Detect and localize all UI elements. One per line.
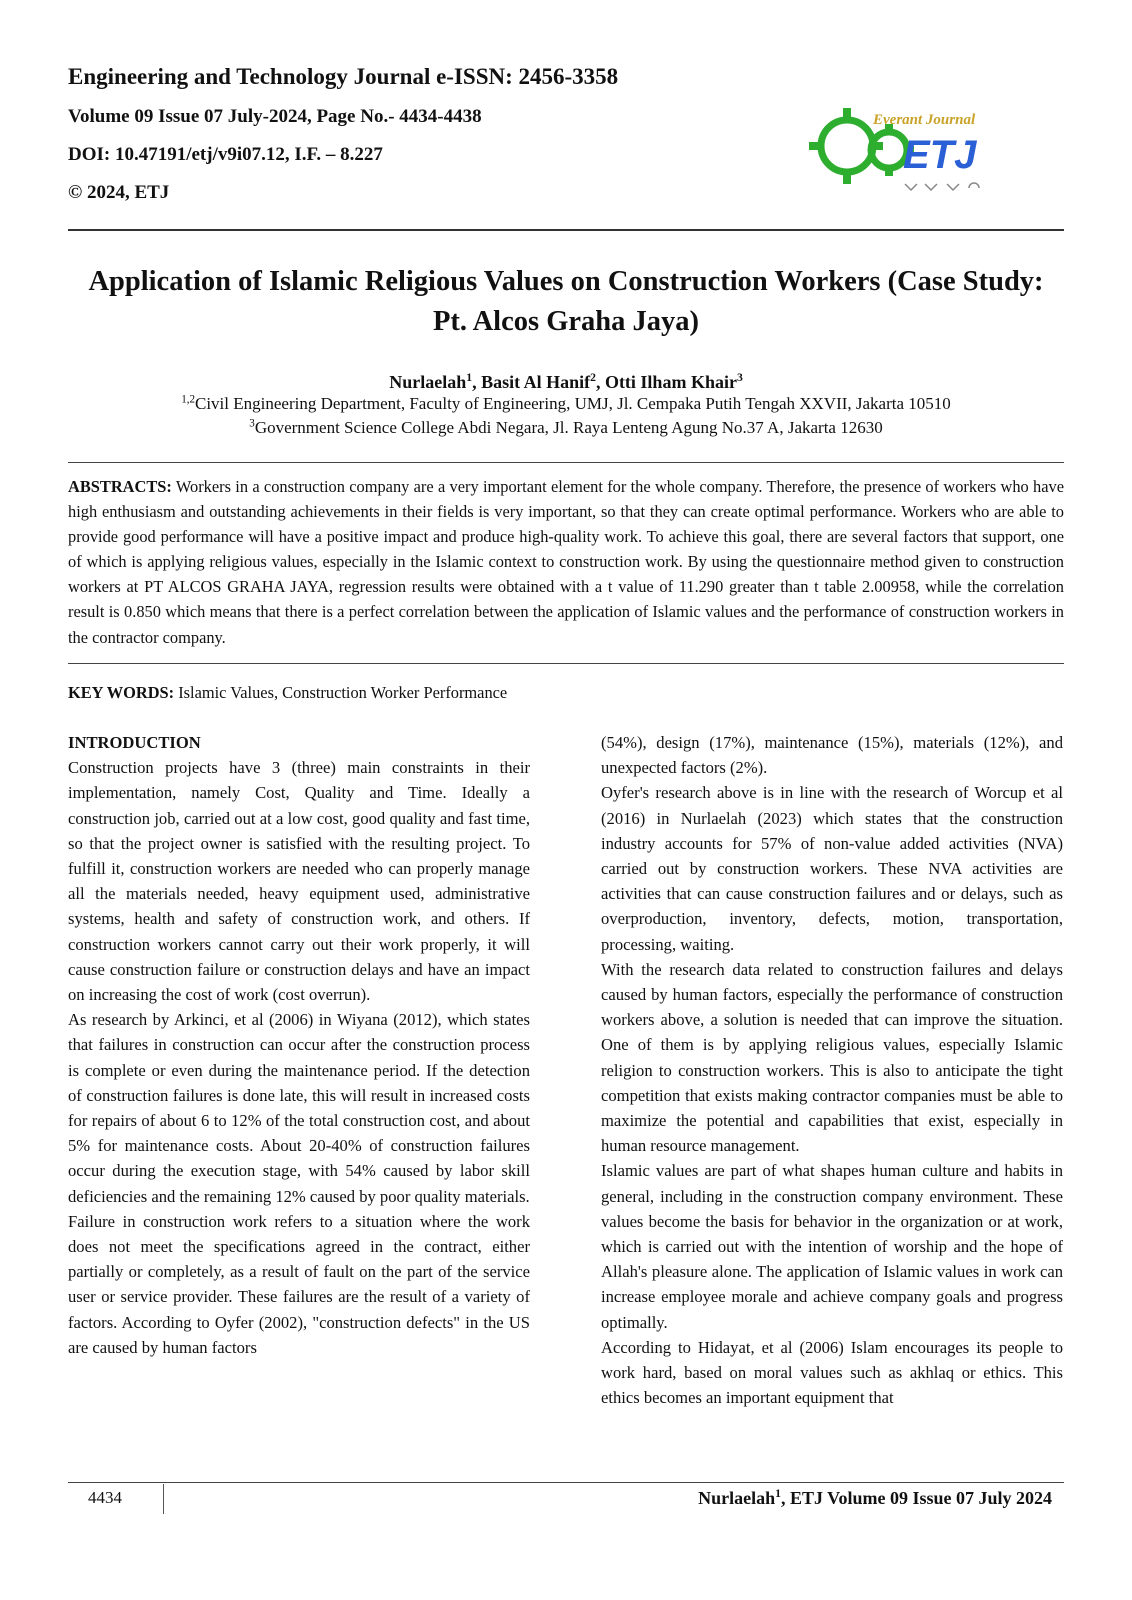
author-sup: 1: [466, 371, 473, 384]
body-paragraph: As research by Arkinci, et al (2006) in Wiyana (2012), which states that failures in construction can occur after the construction process is complete or even during the maintenance period. If the detection of construction failures is done late, this will result in increased costs for repairs of about 6 to 12% of the total construction cost, and about 5% for maintenance costs. About 20-40% of construction failures occur during the execution stage, with 54% caused by labor skill deficiencies and the remaining 12% caused by poor quality materials.: [68, 1010, 530, 1206]
header-divider: [68, 229, 1064, 231]
footer-rule: [68, 1482, 1064, 1483]
abstract-top-rule: [68, 462, 1064, 463]
abstract-bottom-rule: [68, 663, 1064, 664]
footer-author-sup: 1: [775, 1487, 781, 1500]
abstract-label: ABSTRACTS:: [68, 477, 172, 496]
footer-author: Nurlaelah: [698, 1488, 776, 1508]
author-name: Basit Al Hanif: [481, 372, 591, 392]
footer-journal-info: , ETJ Volume 09 Issue 07 July 2024: [780, 1488, 1052, 1508]
author-sup: 2: [590, 371, 596, 384]
section-heading: INTRODUCTION: [68, 733, 201, 752]
logo-mark: ETJ: [903, 133, 977, 177]
affiliation-2: [68, 416, 1064, 440]
journal-name: Engineering and Technology Journal e-ISSN: 2456-3358: [68, 64, 619, 89]
abstract: [68, 474, 1064, 650]
footer-separator: [163, 1484, 164, 1514]
etj-logo-graphic: [805, 98, 1015, 198]
affiliation-text: Government Science College Abdi Negara, Jl. Raya Lenteng Agung No.37 A, Jakarta 12630: [254, 418, 883, 437]
copyright: © 2024, ETJ: [68, 182, 170, 203]
body-paragraph: Construction projects have 3 (three) main constraints in their implementation, namely Cost, Quality and Time. Ideally a construction job, carried out at a low cost, good quality and fast time, so that the project owner is satisfied with the resulting project. To fulfill it, construction workers are needed who can properly manage all the materials needed, heavy equipment used, administrative systems, health and safety of construction work, and others. If construction workers cannot carry out their work properly, it will cause construction failure or construction delays and have an impact on increasing the cost of work (cost overrun).: [68, 758, 530, 1005]
affiliation-1: [68, 392, 1064, 416]
journal-header: [68, 62, 688, 206]
paper-title: Application of Islamic Religious Values on Construction Workers (Case Study: Pt. Alcos Graha Jaya): [88, 266, 1044, 337]
affiliation-sup: 1,2: [181, 393, 195, 406]
keywords: [68, 681, 1064, 705]
body-paragraph: (54%), design (17%), maintenance (15%), materials (12%), and unexpected factors (2%).: [601, 733, 1063, 778]
body-paragraph: Islamic values are part of what shapes human culture and habits in general, including in the construction company environment. These values become the basis for behavior in the organization or at work, which is carried out with the intention of worship and the hope of Allah's pleasure alone. The application of Islamic values in work can increase employee morale and achieve company goals and progress optimally.: [601, 1161, 1063, 1332]
etj-logo: [805, 98, 1015, 198]
body-paragraph: According to Hidayat, et al (2006) Islam encourages its people to work hard, based on moral values such as akhlaq or ethics. This ethics becomes an important equipment that: [601, 1337, 1063, 1408]
author-sup: 3: [736, 371, 743, 384]
affiliation-text: Civil Engineering Department, Faculty of Engineering, UMJ, Jl. Cempaka Putih Tengah XXVII, Jakarta 10510: [195, 394, 951, 413]
page-number: 4434: [88, 1488, 122, 1507]
keywords-label: KEY WORDS:: [68, 683, 175, 702]
body-paragraph: Oyfer's research above is in line with the research of Worcup et al (2016) in Nurlaelah (2023) which states that the construction industry accounts for 57% of non-value added activities (NVA) carried out by construction workers. These NVA activities are activities that can cause construction failures and or delays, such as overproduction, inventory, defects, motion, transportation, processing, waiting.: [601, 783, 1063, 954]
right-column: [601, 730, 1063, 1410]
body-paragraph: Failure in construction work refers to a situation where the work does not meet the specifications agreed in the contract, either partially or completely, as a result of fault on the part of the service user or service provider. These failures are the result of a variety of factors. According to Oyfer (2002), "construction defects" in the US are caused by human factors: [68, 1211, 530, 1357]
logo-tagline: Everant Journal: [873, 112, 976, 128]
author-list: Nurlaelah$^1$, Basit Al Hanif$^2$, Otti Ilham Khair$^3$: [389, 371, 743, 392]
affiliation-sup: 3: [249, 417, 255, 430]
author-name: Nurlaelah: [389, 372, 467, 392]
left-column: [68, 730, 530, 1360]
abstract-text: Workers in a construction company are a very important element for the whole company. Therefore, the presence of workers who have high enthusiasm and outstanding achievements in their fields is very important, so that they can create optimal performance. Workers who are able to provide good performance will have a positive impact and produce high-quality work. To achieve this goal, there are several factors that support, one of which is applying religious values, especially in the Islamic context to construction work. By using the questionnaire method given to construction workers at PT ALCOS GRAHA JAYA, regression results were obtained with a t value of 11.290 greater than t table 2.00958, while the correlation result is 0.850 which means that there is a perfect correlation between the application of Islamic values and the performance of construction workers in the contractor company.: [68, 477, 1064, 647]
doi-info: DOI: 10.47191/etj/v9i07.12, I.F. – 8.227: [68, 144, 383, 165]
running-footer: [698, 1487, 1052, 1509]
volume-info: Volume 09 Issue 07 July-2024, Page No.- 4434-4438: [68, 106, 482, 127]
author-name: Otti Ilham Khair: [604, 372, 737, 392]
keywords-text: Islamic Values, Construction Worker Performance: [178, 683, 508, 702]
body-paragraph: With the research data related to construction failures and delays caused by human factors, especially the performance of construction workers above, a solution is needed that can improve the situation. One of them is by applying religious values, especially Islamic religion to construction workers. This is also to anticipate the tight competition that exists making contractor companies must be able to maximize the potential and capabilities that exist, especially in human resource management.: [601, 959, 1063, 1156]
